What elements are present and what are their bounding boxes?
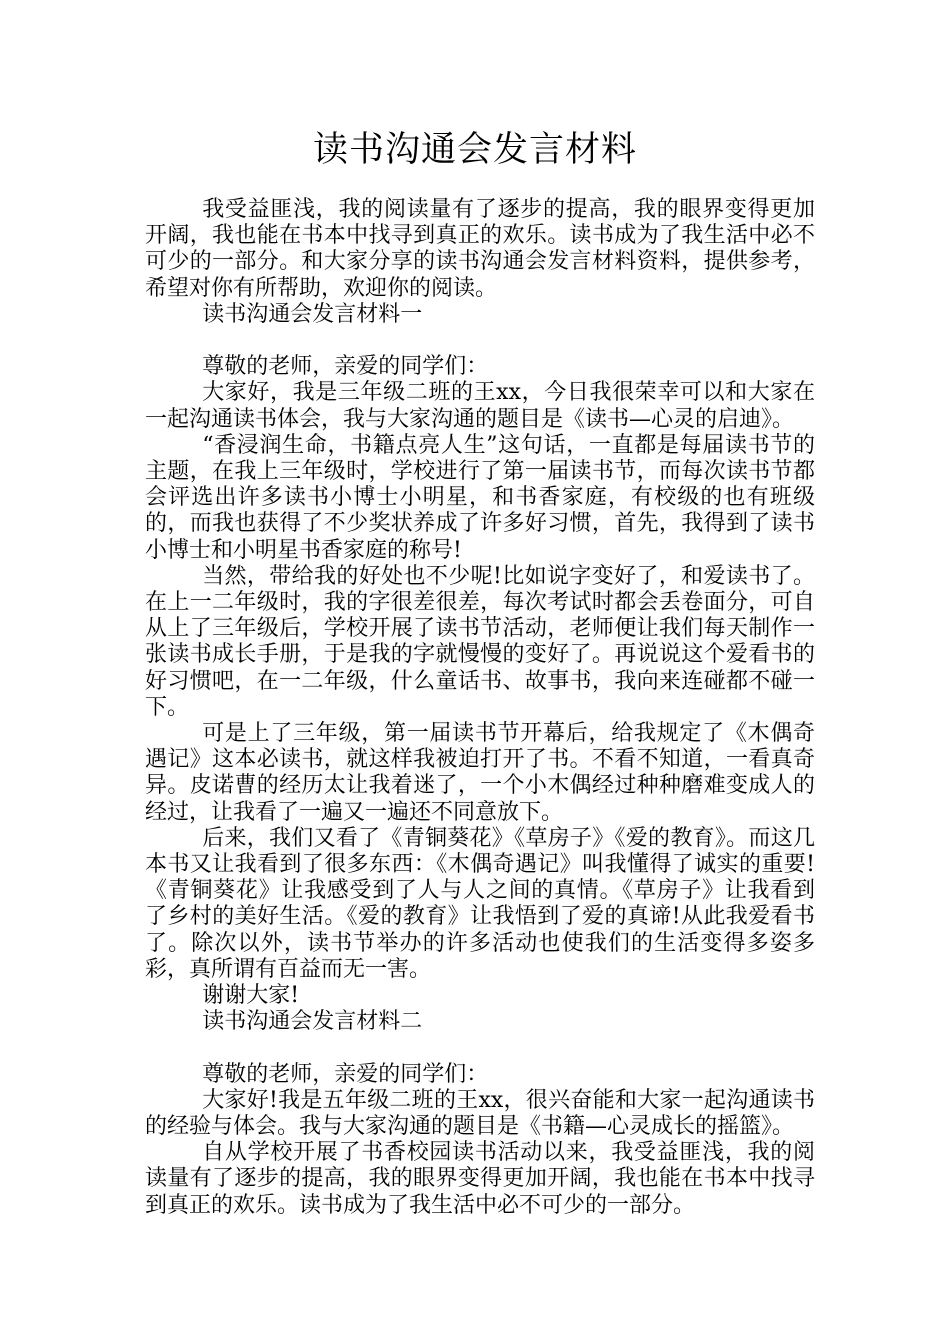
blank-line — [145, 1035, 815, 1061]
section-heading-two: 读书沟通会发言材料二 — [202, 1009, 423, 1035]
body-paragraph: 大家好，我是三年级二班的王xx，今日我很荣幸可以和大家在一起沟通读书体会，我与大家沟通的题目是《读书—心灵的启迪》。 — [145, 380, 815, 432]
body-paragraph: 后来，我们又看了《青铜葵花》《草房子》《爱的教育》。而这几本书又让我看到了很多东西：《木偶奇遇记》叫我懂得了诚实的重要!《青铜葵花》让我感受到了人与人之间的真情。《草房子》让我看到了乡村的美好生活。《爱的教育》让我悟到了爱的真谛!从此我爱看书了。除次以外，读书节举办的许多活动也使我们的生活变得多姿多彩，真所谓有百益而无一害。 — [145, 825, 815, 982]
blank-line — [145, 328, 815, 354]
intro-paragraph: 我受益匪浅，我的阅读量有了逐步的提高，我的眼界变得更加开阔，我也能在书本中找寻到真正的欢乐。读书成为了我生活中必不可少的一部分。和大家分享的读书沟通会发言材料资料，提供参考，希望对你有所帮助，欢迎你的阅读。 — [145, 197, 815, 301]
body-paragraph: “香浸润生命，书籍点亮人生”这句话，一直都是每届读书节的主题，在我上三年级时，学校进行了第一届读书节，而每次读书节都会评选出许多读书小博士小明星，和书香家庭，有校级的也有班级的，而我也获得了不少奖状养成了许多好习惯，首先，我得到了读书小博士和小明星书香家庭的称号! — [145, 432, 815, 563]
closing-line: 谢谢大家! — [202, 983, 300, 1009]
body-paragraph: 可是上了三年级，第一届读书节开幕后，给我规定了《木偶奇遇记》这本必读书，就这样我被迫打开了书。不看不知道，一看真奇异。皮诺曹的经历太让我着迷了，一个小木偶经过种种磨难变成人的经过，让我看了一遍又一遍还不同意放下。 — [145, 721, 815, 825]
body-paragraph: 自从学校开展了书香校园读书活动以来，我受益匪浅，我的阅读量有了逐步的提高，我的眼界变得更加开阔，我也能在书本中找寻到真正的欢乐。读书成为了我生活中必不可少的一部分。 — [145, 1140, 815, 1218]
document-body — [145, 197, 815, 1219]
body-paragraph: 当然，带给我的好处也不少呢!比如说字变好了，和爱读书了。在上一二年级时，我的字很差很差，每次考试时都会丢卷面分，可自从上了三年级后，学校开展了读书节活动，老师便让我们每天制作一张读书成长手册，于是我的字就慢慢的变好了。再说说这个爱看书的好习惯吧，在一二年级，什么童话书、故事书，我向来连碰都不碰一下。 — [145, 563, 815, 720]
salutation: 尊敬的老师，亲爱的同学们： — [202, 354, 489, 380]
body-paragraph: 大家好!我是五年级二班的王xx，很兴奋能和大家一起沟通读书的经验与体会。我与大家沟通的题目是《书籍—心灵成长的摇篮》。 — [145, 1087, 815, 1140]
document-title: 读书沟通会发言材料 — [312, 130, 637, 170]
salutation: 尊敬的老师，亲爱的同学们： — [202, 1061, 489, 1087]
section-heading-one: 读书沟通会发言材料一 — [202, 301, 423, 327]
